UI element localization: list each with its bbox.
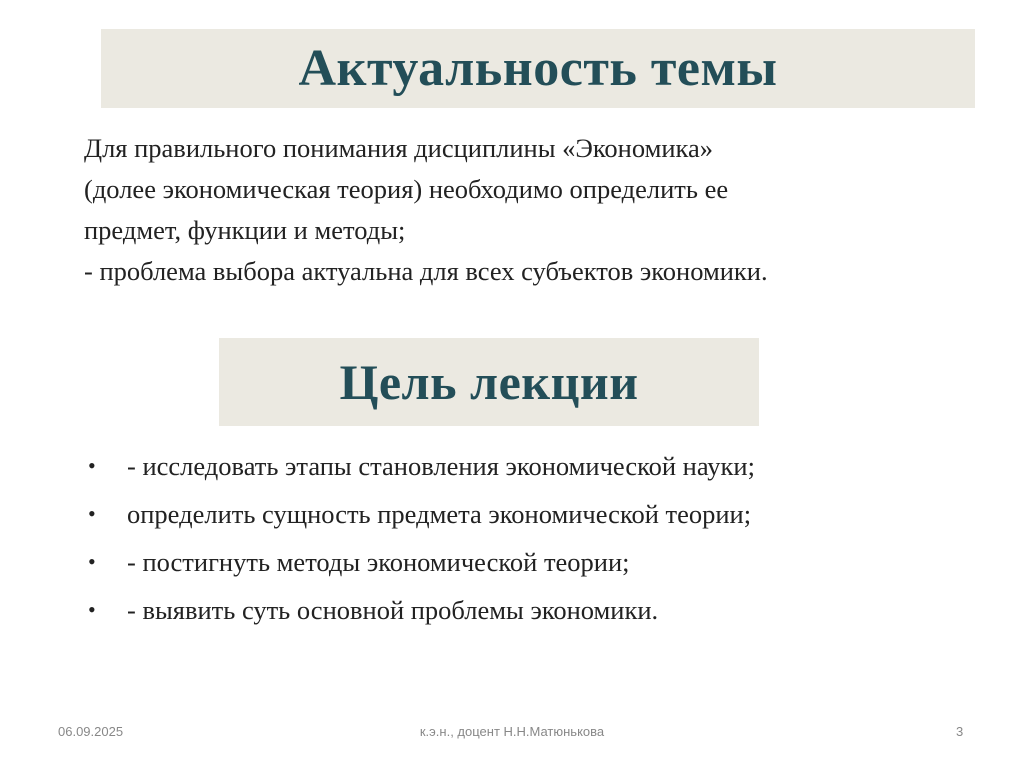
goal-item	[84, 490, 1004, 538]
goal-item-text: - постигнуть методы экономической теории;	[127, 547, 630, 577]
intro-paragraph	[84, 128, 984, 292]
title-banner	[101, 29, 975, 108]
slide-number: 3	[956, 724, 964, 739]
intro-line: (долее экономическая теория) необходимо определить ее	[84, 174, 729, 204]
intro-line: Для правильного понимания дисциплины «Экономика»	[84, 133, 714, 163]
bullet-icon: •	[88, 549, 96, 574]
goal-item-text: - выявить суть основной проблемы экономики.	[127, 595, 659, 625]
goal-banner	[219, 338, 759, 426]
footer-author: к.э.н., доцент Н.Н.Матюнькова	[419, 724, 605, 739]
goal-item	[84, 586, 1004, 634]
intro-line: предмет, функции и методы;	[84, 215, 406, 245]
goal-item-text: определить сущность предмета экономической теории;	[127, 499, 752, 529]
footer-date: 06.09.2025	[58, 724, 124, 739]
bullet-icon: •	[88, 501, 96, 526]
goals-list	[84, 442, 1004, 634]
intro-line: - проблема выбора актуальна для всех субъектов экономики.	[84, 256, 768, 286]
goal-item-text: - исследовать этапы становления экономической науки;	[127, 451, 755, 481]
goal-heading: Цель лекции	[339, 354, 639, 410]
bullet-icon: •	[88, 453, 96, 478]
goal-item	[84, 538, 1004, 586]
bullet-icon: •	[88, 597, 96, 622]
slide-title: Актуальность темы	[298, 40, 778, 97]
goal-item	[84, 442, 1004, 490]
